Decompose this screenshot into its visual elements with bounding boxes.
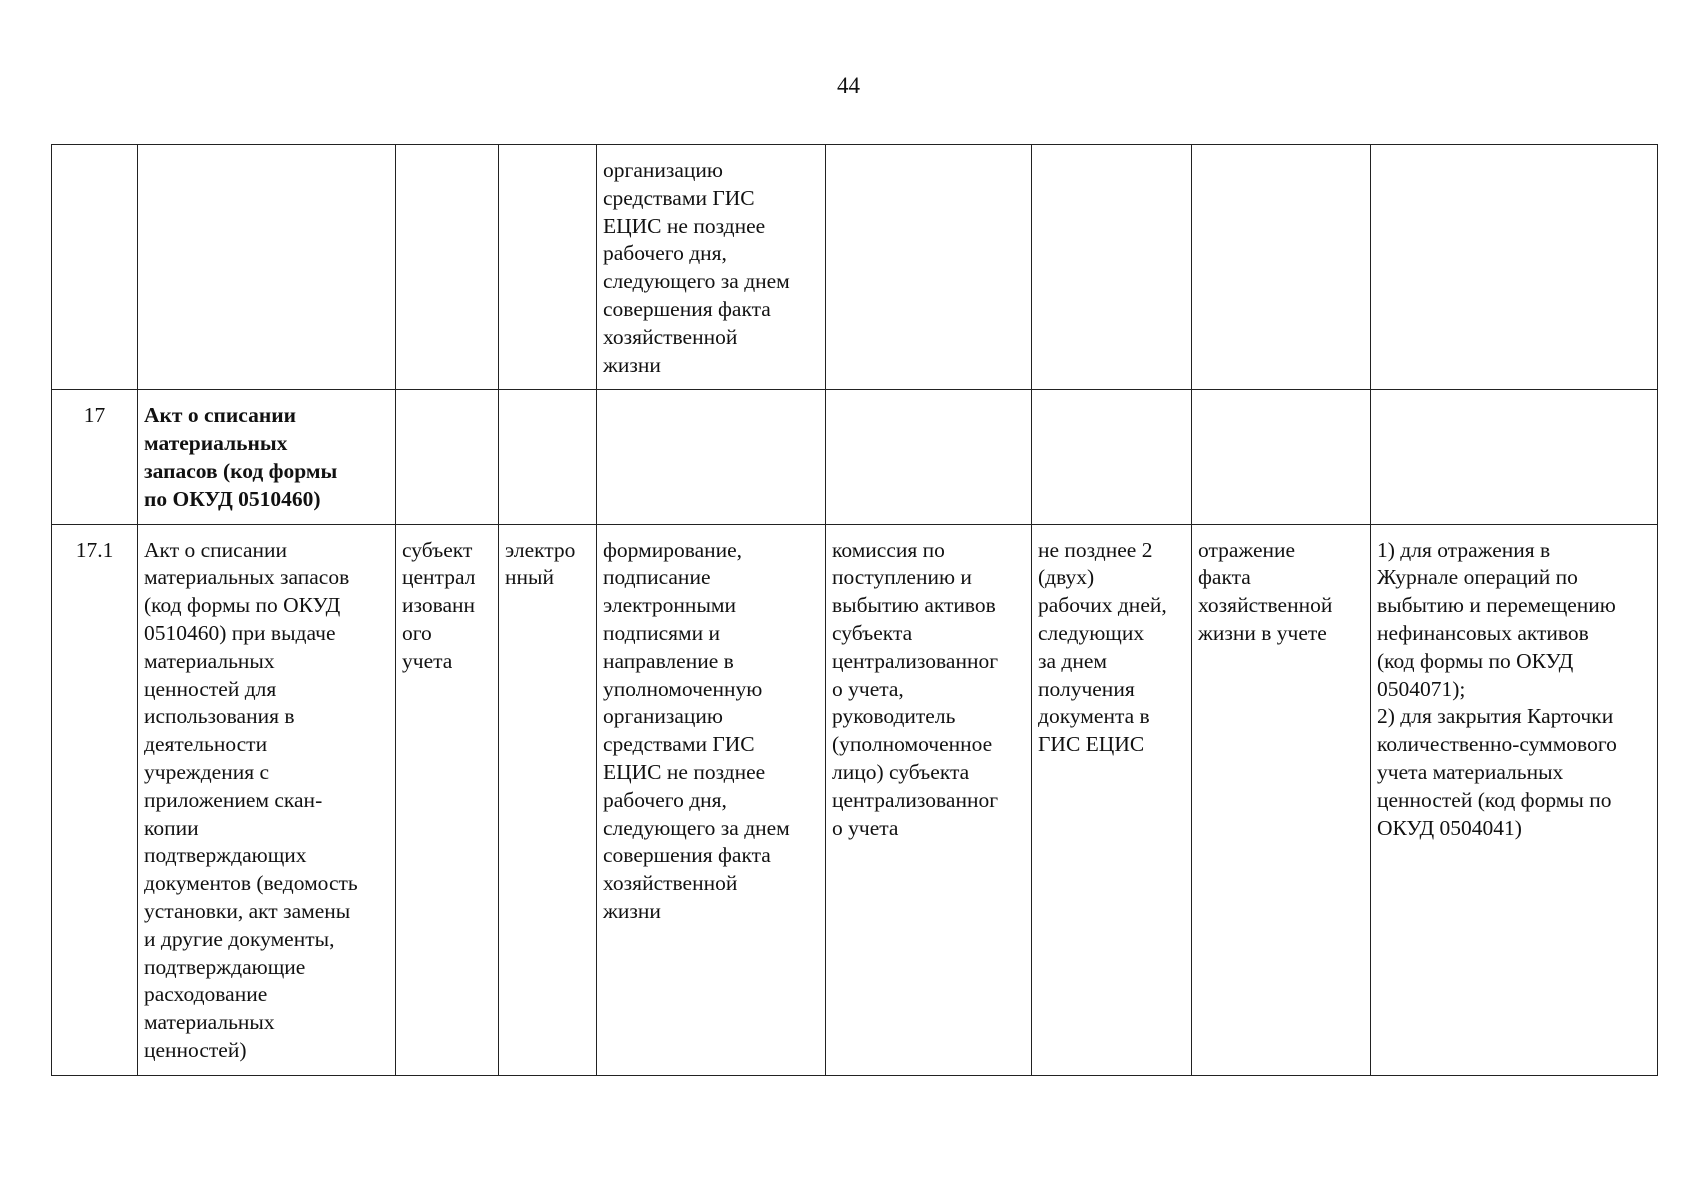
table-row [52, 145, 1658, 390]
responsible-entity-cell [396, 524, 499, 1075]
table-row [52, 390, 1658, 524]
row-number: 17 [83, 403, 106, 428]
signers-cell [826, 145, 1032, 390]
procedure-text: организацию средствами ГИС ЕЦИС не позднее рабочего дня, следующего за днем совершения факта хозяйственной жизни [603, 158, 790, 377]
section-title-cell [138, 390, 396, 524]
table-row [52, 524, 1658, 1075]
document-form: электро нный [505, 537, 576, 590]
procedure-cell [597, 524, 826, 1075]
signers-cell [826, 390, 1032, 524]
document-name: Акт о списании материальных запасов (код формы по ОКУД 0510460) при выдаче материальных ценностей для использования в деятельности учреждения с приложением скан- копии подтверждающих документов (ведомость установки, акт замены и другие документы, подтверждающие расходование материальных ценностей) [144, 537, 358, 1062]
document-name-cell [138, 145, 396, 390]
responsible-entity: субъект централ изованн ого учета [402, 537, 476, 673]
document-table [51, 144, 1658, 1076]
purpose-cell [1192, 524, 1371, 1075]
purpose-text: отражение факта хозяйственной жизни в учете [1198, 537, 1333, 645]
purpose-cell [1192, 145, 1371, 390]
deadline-cell [1032, 524, 1192, 1075]
procedure-text: формирование, подписание электронными подписями и направление в уполномоченную организацию средствами ГИС ЕЦИС не позднее рабочего дня, следующего за днем совершения факта хозяйственной жизни [603, 537, 790, 923]
usage-cell [1371, 390, 1658, 524]
signers-cell [826, 524, 1032, 1075]
deadline-cell [1032, 145, 1192, 390]
document-form-cell [499, 390, 597, 524]
row-number-cell [52, 524, 138, 1075]
deadline-cell [1032, 390, 1192, 524]
deadline-text: не позднее 2 (двух) рабочих дней, следующих за днем получения документа в ГИС ЕЦИС [1038, 537, 1167, 757]
document-form-cell [499, 524, 597, 1075]
procedure-cell [597, 145, 826, 390]
page-number: 44 [837, 73, 860, 98]
usage-cell [1371, 145, 1658, 390]
procedure-cell [597, 390, 826, 524]
row-number-cell [52, 390, 138, 524]
row-number: 17.1 [75, 537, 114, 562]
document-name-cell [138, 524, 396, 1075]
purpose-cell [1192, 390, 1371, 524]
section-title: Акт о списании материальных запасов (код формы по ОКУД 0510460) [144, 403, 338, 511]
responsible-entity-cell [396, 390, 499, 524]
usage-text: 1) для отражения в Журнале операций по выбытию и перемещению нефинансовых активов (код формы по ОКУД 0504071); 2) для закрытия Карточки количественно-суммового учета материальных ценностей (код формы по ОКУД 0504041) [1377, 537, 1617, 840]
responsible-entity-cell [396, 145, 499, 390]
usage-cell [1371, 524, 1658, 1075]
document-form-cell [499, 145, 597, 390]
row-number-cell [52, 145, 138, 390]
signers-text: комиссия по поступлению и выбытию активов субъекта централизованног о учета, руководитель (уполномоченное лицо) субъекта централизованног о учета [832, 537, 999, 840]
